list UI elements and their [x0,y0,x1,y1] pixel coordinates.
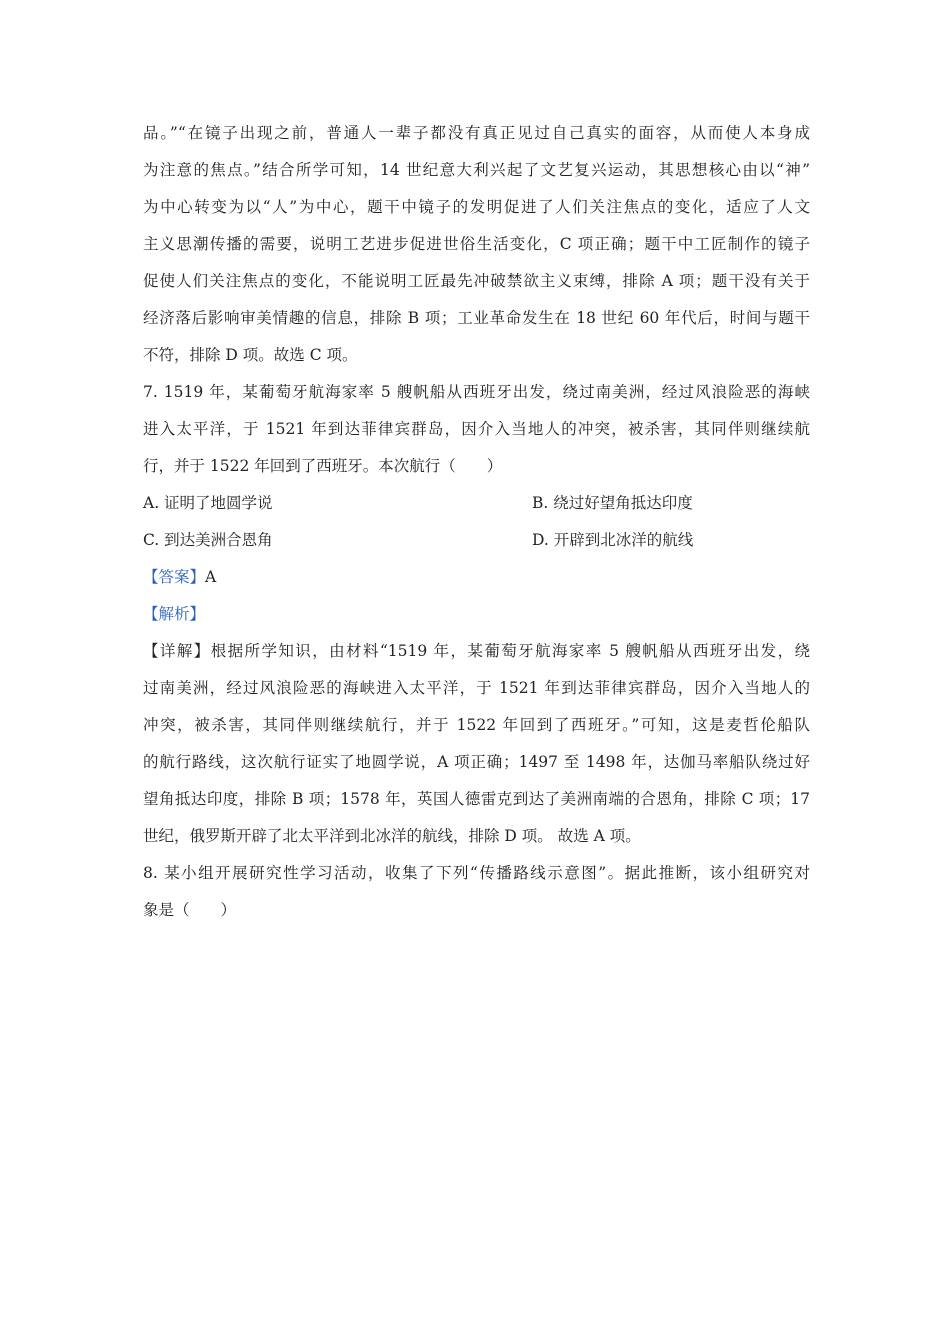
q7-detail-line-6: 世纪，俄罗斯开辟了北太平洋到北冰洋的航线，排除 D 项。 故选 A 项。 [143,827,641,845]
document-content [143,115,810,929]
q7-option-c: C. 到达美洲合恩角 [143,531,273,549]
q7-analysis [143,596,810,633]
analysis-tag: 【解析】 [143,605,206,623]
q7-detail-line-2: 过南美洲，经过风浪险恶的海峡进入太平洋，于 1521 年到达菲律宾群岛，因介入当地人的 [143,679,810,697]
q7-options-row-1 [143,485,810,522]
detail-line-1-text: 根据所学知识，由材料“1519 年，某葡萄牙航海家率 5 艘帆船从西班牙出发，绕 [210,642,810,660]
q7-answer [143,559,810,596]
q8-stem-line-1: 8. 某小组开展研究性学习活动，收集了下列“传播路线示意图”。据此推断，该小组研究对 [143,864,810,882]
detail-tag: 【详解】 [143,642,211,660]
para6-line-4: 主义思潮传播的需要，说明工艺进步促进世俗生活变化，C 项正确；题干中工匠制作的镜子 [143,235,810,253]
answer-tag: 【答案】 [143,568,206,586]
q7-stem-line-2: 进入太平洋，于 1521 年到达菲律宾群岛，因介入当地人的冲突，被杀害，其同伴则继续航 [143,420,810,438]
q7-detail-line-4: 的航行路线，这次航行证实了地圆学说，A 项正确；1497 至 1498 年，达伽马率船队绕过好 [143,753,810,771]
q7-stem-line-3: 行，并于 1522 年回到了西班牙。本次航行（ ） [143,457,503,475]
q7-options-row-2 [143,522,810,559]
para6-line-2: 为注意的焦点。”结合所学可知，14 世纪意大利兴起了文艺复兴运动，其思想核心由以“神” [143,161,810,179]
q7-stem-line-1: 7. 1519 年，某葡萄牙航海家率 5 艘帆船从西班牙出发，绕过南美洲，经过风浪险恶的海峡 [143,383,810,401]
q7-option-a: A. 证明了地圆学说 [143,494,273,512]
q7-option-b: B. 绕过好望角抵达印度 [532,494,693,512]
para6-line-6: 经济落后影响审美情趣的信息，排除 B 项；工业革命发生在 18 世纪 60 年代后，时间与题干 [143,309,810,327]
q7-detail-line-5: 望角抵达印度，排除 B 项；1578 年，英国人德雷克到达了美洲南端的合恩角，排除 C 项；17 [143,790,810,808]
q8-stem-line-2: 象是（ ） [143,901,237,919]
para6-line-7: 不符，排除 D 项。故选 C 项。 [143,346,358,364]
para6-line-1: 品。”“在镜子出现之前，普通人一辈子都没有真正见过自己真实的面容，从而使人本身成 [143,124,810,142]
para6-line-3: 为中心转变为以“人”为中心，题干中镜子的发明促进了人们关注焦点的变化，适应了人文 [143,198,810,216]
para6-line-5: 促使人们关注焦点的变化，不能说明工匠最先冲破禁欲主义束缚，排除 A 项；题干没有关于 [143,272,810,290]
answer-value: A [205,568,217,586]
q7-detail-line-3: 冲突，被杀害，其同伴则继续航行，并于 1522 年回到了西班牙。”可知，这是麦哲伦船队 [143,716,810,734]
q7-option-d: D. 开辟到北冰洋的航线 [532,531,694,549]
q7-detail-line-1 [143,633,810,670]
